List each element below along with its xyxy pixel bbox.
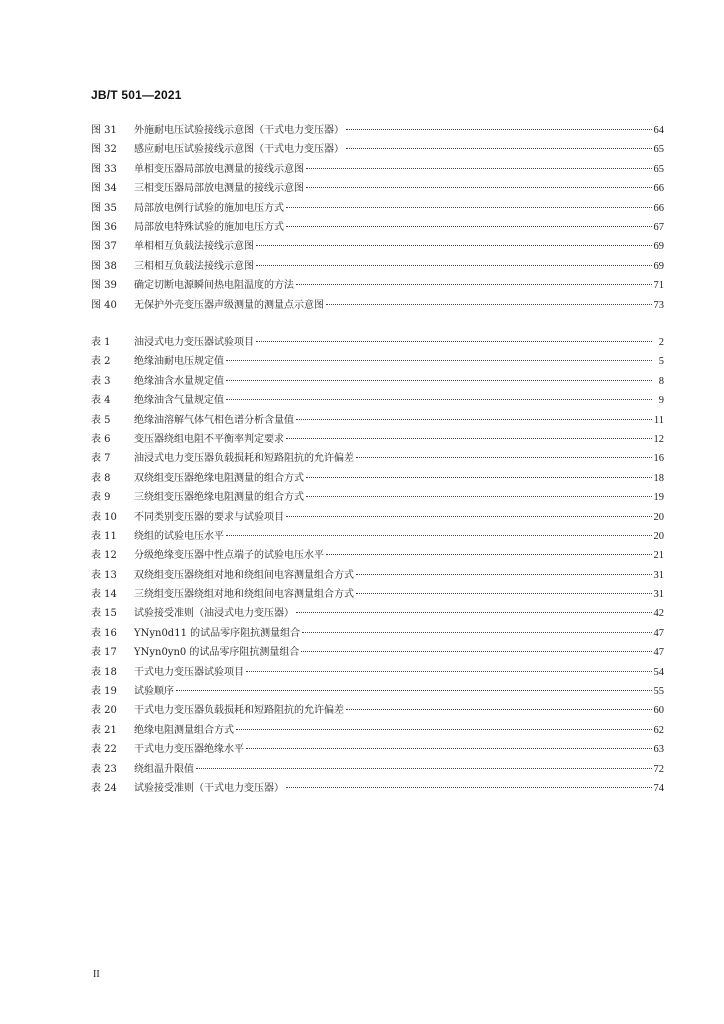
figure-entry[interactable] [91,140,664,159]
entry-page-number: 74 [653,782,664,794]
entry-number: 表 13 [91,569,117,581]
entry-title: 分级绝缘变压器中性点端子的试验电压水平 [134,550,324,562]
entry-page-number: 8 [658,375,664,387]
table-entry[interactable] [91,488,664,507]
entry-page-number: 69 [653,260,664,272]
entry-number: 表 7 [91,453,111,465]
entry-page-number: 12 [653,433,664,445]
dot-leader [296,284,652,285]
entry-title: 无保护外壳变压器声级测量的测量点示意图 [134,299,324,311]
entry-number: 表 20 [91,705,117,717]
entry-number: 表 5 [91,414,111,426]
entry-title: 不同类别变压器的要求与试验项目 [134,511,284,523]
figure-entry[interactable] [91,160,664,179]
table-entry[interactable] [91,546,664,565]
table-entry[interactable] [91,566,664,585]
table-entry[interactable] [91,604,664,623]
entry-title: 三绕组变压器绝缘电阻测量的组合方式 [134,492,304,504]
dot-leader [226,399,652,400]
entry-title: 油浸式电力变压器负载损耗和短路阻抗的允许偏差 [134,453,354,465]
dot-leader [226,360,652,361]
dot-leader [236,729,652,730]
table-entry[interactable] [91,411,664,430]
entry-number: 图 35 [91,202,117,214]
entry-page-number: 72 [653,763,664,775]
dot-leader [226,380,652,381]
entry-title: 绝缘油溶解气体气相色谱分析含量值 [134,414,294,426]
dot-leader [226,535,652,536]
entry-number: 表 1 [91,337,111,348]
entry-number: 表 14 [91,589,117,601]
entry-number: 表 19 [91,686,117,698]
entry-number: 表 22 [91,744,117,756]
dot-leader [356,593,652,594]
entry-number: 图 37 [91,241,117,253]
entry-title: 绕组的试验电压水平 [134,530,224,542]
dot-leader [306,496,652,497]
entry-title: 干式电力变压器绝缘水平 [134,744,244,756]
table-entry[interactable] [91,527,664,546]
entry-number: 图 34 [91,183,117,195]
dot-leader [256,245,652,246]
figure-entry[interactable] [91,257,664,276]
dot-leader [346,148,652,149]
entry-title: 试验顺序 [134,686,174,698]
entry-page-number: 2 [658,337,664,348]
entry-page-number: 69 [653,241,664,253]
dot-leader [306,477,652,478]
entry-title: 变压器绕组电阻不平衡率判定要求 [134,433,284,445]
entry-title: 局部放电例行试验的施加电压方式 [134,202,284,214]
entry-title: 外施耐电压试验接线示意图（干式电力变压器） [134,125,344,136]
entry-number: 图 31 [91,125,117,136]
entry-page-number: 64 [653,125,664,136]
dot-leader [286,226,652,227]
entry-title: 三绕组变压器绕组对地和绕组间电容测量组合方式 [134,589,354,601]
entry-number: 表 6 [91,433,111,445]
table-entry[interactable] [91,740,664,759]
figure-list [91,121,664,315]
entry-page-number: 5 [658,356,664,368]
entry-number: 表 18 [91,666,117,678]
entry-number: 表 21 [91,724,117,736]
table-entry[interactable] [91,333,664,352]
entry-title: 绕组温升限值 [134,763,194,775]
dot-leader [246,671,652,672]
table-entry[interactable] [91,779,664,798]
entry-title: 试验接受准则（干式电力变压器） [134,782,284,794]
entry-page-number: 31 [653,569,664,581]
entry-title: 试验接受准则（油浸式电力变压器） [134,608,294,620]
dot-leader [326,554,652,555]
entry-number: 图 32 [91,144,117,156]
entry-number: 表 3 [91,375,111,387]
entry-page-number: 9 [658,395,664,407]
dot-leader [356,574,652,575]
entry-page-number: 62 [653,724,664,736]
entry-page-number: 47 [653,627,664,639]
entry-page-number: 66 [653,202,664,214]
entry-title: 油浸式电力变压器试验项目 [134,337,254,348]
figure-entry[interactable] [91,276,664,295]
figure-entry[interactable] [91,296,664,315]
entry-page-number: 71 [653,280,664,292]
entry-title: 绝缘油含气量规定值 [134,395,224,407]
table-entry[interactable] [91,701,664,720]
entry-page-number: 66 [653,183,664,195]
entry-title: 三相相互负载法接线示意图 [134,260,254,272]
table-entry[interactable] [91,682,664,701]
standard-id-header: JB/T 501—2021 [91,88,182,102]
dot-leader [346,129,652,130]
entry-title: YNyn0d11 的试品零序阻抗测量组合 [134,627,301,639]
figure-entry[interactable] [91,199,664,218]
entry-page-number: 65 [653,144,664,156]
figure-entry[interactable] [91,179,664,198]
entry-title: 感应耐电压试验接线示意图（干式电力变压器） [134,144,344,156]
entry-page-number: 20 [653,511,664,523]
dot-leader [301,651,651,652]
entry-page-number: 55 [653,686,664,698]
entry-number: 表 24 [91,782,117,794]
entry-page-number: 47 [653,647,664,659]
table-list [91,333,664,798]
entry-number: 表 12 [91,550,117,562]
entry-number: 表 16 [91,627,117,639]
entry-number: 图 40 [91,299,117,311]
dot-leader [326,304,652,305]
dot-leader [196,768,652,769]
figure-entry[interactable] [91,237,664,256]
table-entry[interactable] [91,624,664,643]
entry-page-number: 16 [653,453,664,465]
dot-leader [256,341,652,342]
table-entry[interactable] [91,643,664,662]
entry-number: 图 38 [91,260,117,272]
table-entry[interactable] [91,760,664,779]
table-entry[interactable] [91,372,664,391]
entry-page-number: 18 [653,472,664,484]
table-entry[interactable] [91,391,664,410]
entry-page-number: 19 [653,492,664,504]
entry-title: 双绕组变压器绕组对地和绕组间电容测量组合方式 [134,569,354,581]
entry-title: 干式电力变压器负载损耗和短路阻抗的允许偏差 [134,705,344,717]
entry-number: 表 8 [91,472,111,484]
entry-number: 表 17 [91,647,117,659]
table-entry[interactable] [91,721,664,740]
table-entry[interactable] [91,508,664,527]
table-entry[interactable] [91,352,664,371]
entry-page-number: 73 [653,299,664,311]
entry-page-number: 67 [653,221,664,233]
table-entry[interactable] [91,430,664,449]
entry-title: 绝缘油含水量规定值 [134,375,224,387]
entry-number: 图 33 [91,163,117,175]
table-entry[interactable] [91,469,664,488]
table-entry[interactable] [91,449,664,468]
entry-number: 图 39 [91,280,117,292]
entry-number: 表 15 [91,608,117,620]
entry-page-number: 31 [653,589,664,601]
dot-leader [176,690,652,691]
entry-page-number: 11 [653,414,664,426]
entry-number: 表 9 [91,492,111,504]
dot-leader [286,516,652,517]
entry-number: 表 11 [91,530,117,542]
dot-leader [302,632,651,633]
entry-page-number: 42 [653,608,664,620]
entry-page-number: 65 [653,163,664,175]
page-number: II [93,969,100,980]
entry-title: 局部放电特殊试验的施加电压方式 [134,221,284,233]
entry-number: 表 2 [91,356,111,368]
entry-title: 单相相互负载法接线示意图 [134,241,254,253]
table-entry[interactable] [91,585,664,604]
figure-entry[interactable] [91,121,664,140]
entry-title: 双绕组变压器绝缘电阻测量的组合方式 [134,472,304,484]
entry-number: 表 4 [91,395,111,407]
entry-page-number: 21 [653,550,664,562]
entry-page-number: 20 [653,530,664,542]
dot-leader [246,748,652,749]
dot-leader [256,265,652,266]
dot-leader [356,457,652,458]
entry-title: 确定切断电源瞬间热电阻温度的方法 [134,280,294,292]
entry-title: 三相变压器局部放电测量的接线示意图 [134,183,304,195]
dot-leader [296,419,652,420]
dot-leader [286,207,652,208]
entry-page-number: 54 [653,666,664,678]
dot-leader [346,709,652,710]
entry-title: YNyn0yn0 的试品零序阻抗测量组合 [134,647,300,659]
entry-title: 绝缘电阻测量组合方式 [134,724,234,736]
entry-title: 绝缘油耐电压规定值 [134,356,224,368]
entry-page-number: 60 [653,705,664,717]
dot-leader [286,787,652,788]
dot-leader [296,612,652,613]
entry-page-number: 63 [653,744,664,756]
figure-entry[interactable] [91,218,664,237]
entry-number: 表 10 [91,511,117,523]
table-entry[interactable] [91,663,664,682]
dot-leader [306,187,652,188]
entry-title: 干式电力变压器试验项目 [134,666,244,678]
dot-leader [306,168,652,169]
entry-number: 表 23 [91,763,117,775]
entry-number: 图 36 [91,221,117,233]
entry-title: 单相变压器局部放电测量的接线示意图 [134,163,304,175]
dot-leader [286,438,652,439]
